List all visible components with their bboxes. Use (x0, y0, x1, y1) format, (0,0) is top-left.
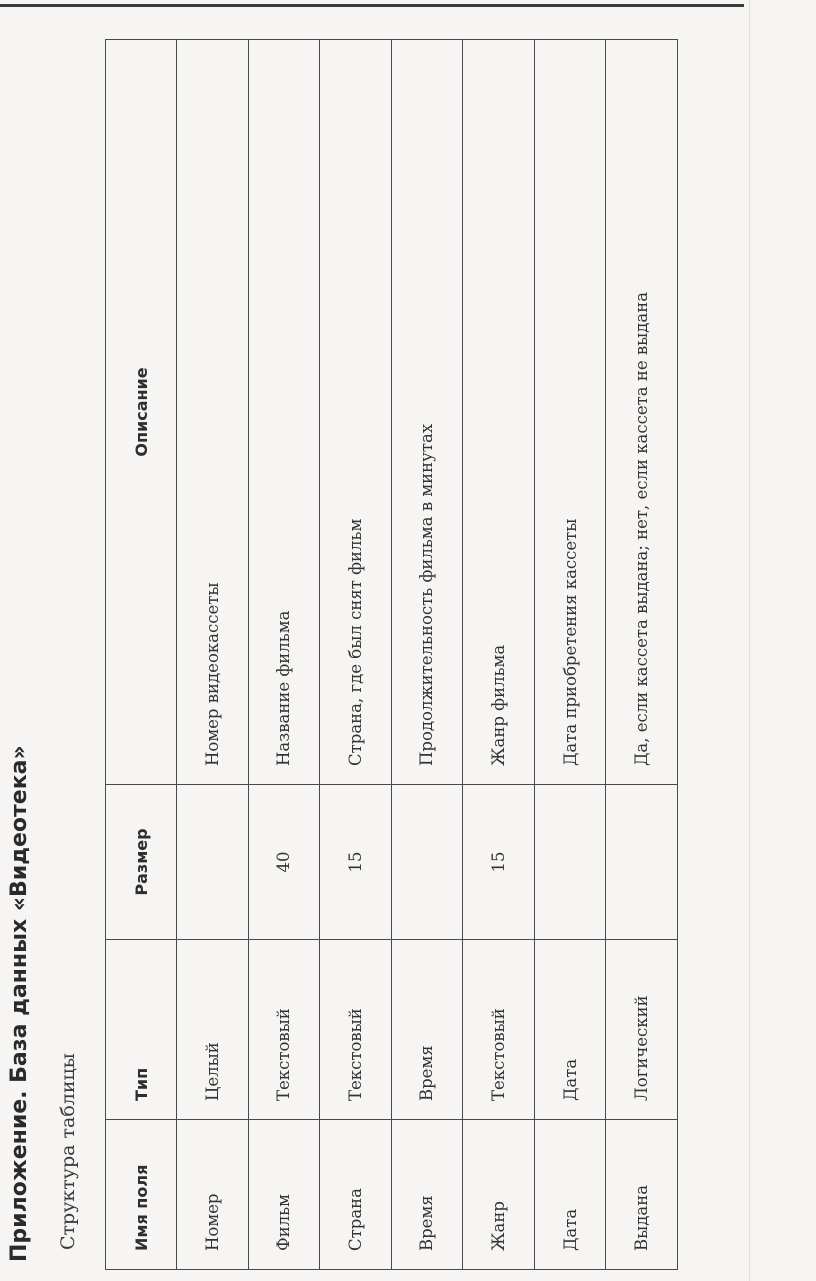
cell-type: Текстовый (248, 940, 320, 1120)
cell-type: Время (391, 940, 463, 1120)
table-row (606, 40, 678, 1270)
header-size: Размер (106, 785, 177, 940)
cell-size (606, 785, 678, 940)
cell-size (534, 785, 606, 940)
cell-description: Продолжительность фильма в минутах (391, 40, 463, 785)
header-row (106, 40, 177, 1270)
table-caption: Структура таблицы (57, 1053, 79, 1250)
cell-size: 15 (463, 785, 535, 940)
structure-table (105, 39, 678, 1270)
cell-size: 15 (320, 785, 392, 940)
cell-type: Дата (534, 940, 606, 1120)
cell-description: Дата приобретения кассеты (534, 40, 606, 785)
table-row (248, 40, 320, 1270)
cell-field-name: Страна (320, 1120, 392, 1270)
cell-field-name: Дата (534, 1120, 606, 1270)
table-row (463, 40, 535, 1270)
table-row (320, 40, 392, 1270)
cell-field-name: Выдана (606, 1120, 678, 1270)
cell-size: 40 (248, 785, 320, 940)
table-wrapper (105, 40, 678, 1270)
page-edge (749, 0, 750, 1281)
cell-type: Текстовый (320, 940, 392, 1120)
cell-description: Страна, где был снят фильм (320, 40, 392, 785)
cell-field-name: Жанр (463, 1120, 535, 1270)
cell-type: Логический (606, 940, 678, 1120)
cell-field-name: Номер (177, 1120, 249, 1270)
header-type: Тип (106, 940, 177, 1120)
page-title: Приложение. База данных «Видеотека» (7, 745, 32, 1262)
top-rule (0, 4, 744, 7)
cell-field-name: Фильм (248, 1120, 320, 1270)
cell-description: Номер видеокассеты (177, 40, 249, 785)
header-description: Описание (106, 40, 177, 785)
cell-field-name: Время (391, 1120, 463, 1270)
cell-description: Название фильма (248, 40, 320, 785)
cell-type: Целый (177, 940, 249, 1120)
cell-description: Жанр фильма (463, 40, 535, 785)
cell-description: Да, если кассета выдана; нет, если кассета не выдана (606, 40, 678, 785)
table-row (534, 40, 606, 1270)
table-row (391, 40, 463, 1270)
cell-size (177, 785, 249, 940)
table-row (177, 40, 249, 1270)
cell-size (391, 785, 463, 940)
cell-type: Текстовый (463, 940, 535, 1120)
header-field-name: Имя поля (106, 1120, 177, 1270)
